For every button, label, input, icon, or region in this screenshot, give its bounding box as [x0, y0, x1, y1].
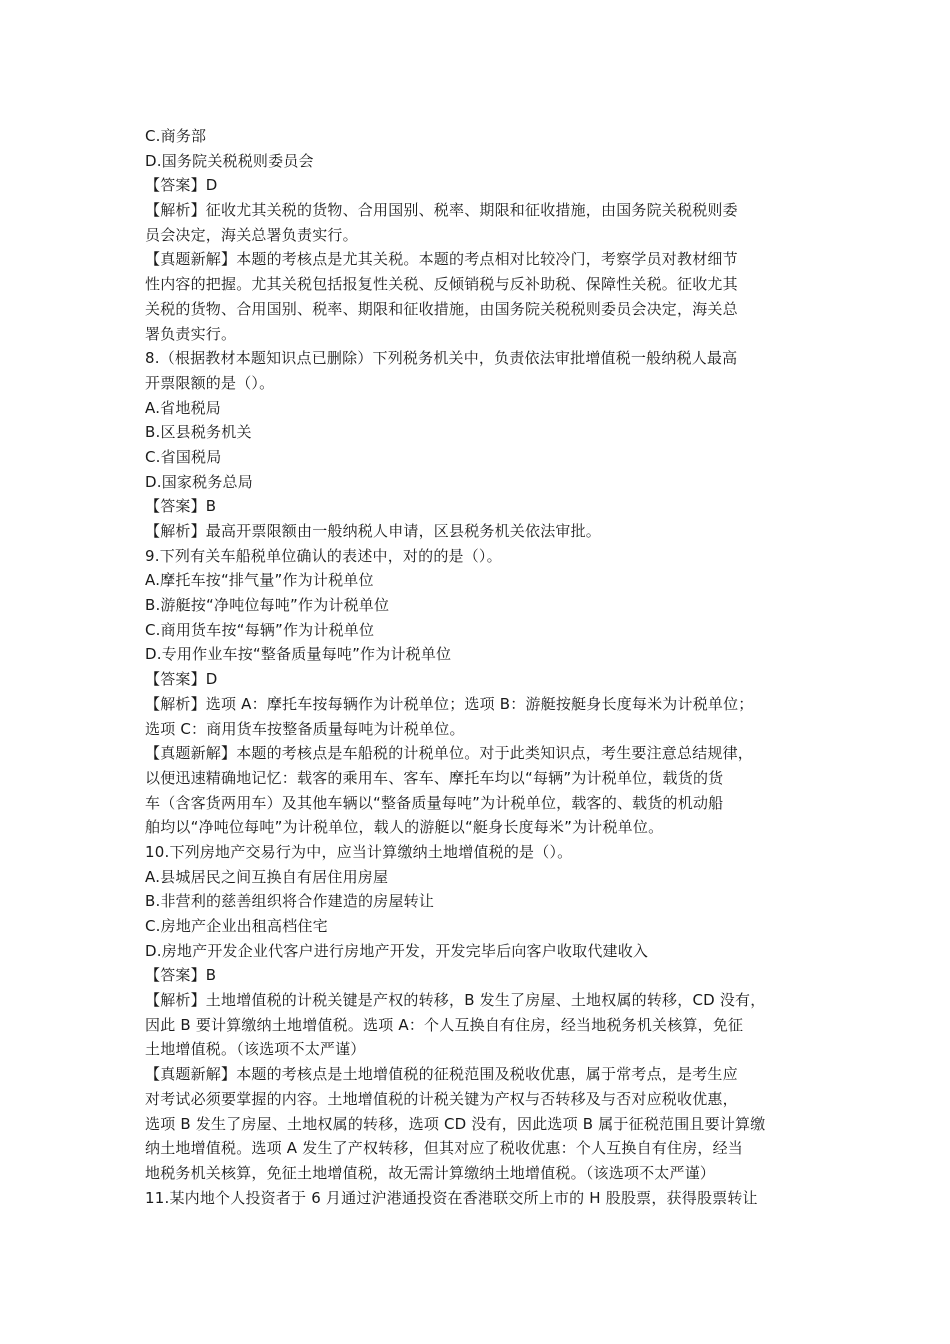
answer-line: 【答案】D: [145, 176, 218, 195]
analysis-line: 员会决定，海关总署负责实行。: [145, 225, 358, 244]
question-10-line: 10.下列房地产交易行为中，应当计算缴纳土地增值税的是（）。: [145, 842, 573, 861]
option-c-line: C.商务部: [145, 127, 207, 145]
option-a-line: A.县城居民之间互换自有居住用房屋: [145, 867, 389, 886]
option-d-line: D.专用作业车按“整备质量每吨”作为计税单位: [145, 645, 452, 664]
analysis-line: 【解析】土地增值税的计税关键是产权的转移，B 发生了房屋、土地权属的转移，CD 没有，: [145, 991, 766, 1010]
analysis-line: 土地增值税。（该选项不太严谨）: [145, 1040, 366, 1059]
option-c-line: C.商用货车按“每辆”作为计税单位: [145, 620, 375, 639]
explanation-line: 车（含客货两用车）及其他车辆以“整备质量每吨”为计税单位，载客的、载货的机动船: [145, 793, 724, 812]
explanation-line: 【真题新解】本题的考核点是尤其关税。本题的考点相对比较冷门，考察学员对教材细节: [145, 250, 738, 269]
answer-line: 【答案】D: [145, 670, 218, 689]
analysis-line: 【解析】征收尤其关税的货物、合用国别、税率、期限和征收措施，由国务院关税税则委: [145, 201, 738, 220]
option-b-line: B.区县税务机关: [145, 423, 252, 442]
explanation-line: 性内容的把握。尤其关税包括报复性关税、反倾销税与反补助税、保障性关税。征收尤其: [145, 275, 738, 294]
explanation-line: 【真题新解】本题的考核点是车船税的计税单位。对于此类知识点，考生要注意总结规律，: [145, 744, 754, 763]
option-d-line: D.国家税务总局: [145, 472, 253, 491]
explanation-line: 署负责实行。: [145, 324, 237, 343]
analysis-line: 【解析】最高开票限额由一般纳税人申请，区县税务机关依法审批。: [145, 522, 602, 540]
explanation-line: 舶均以“净吨位每吨”为计税单位，载人的游艇以“艇身长度每米”为计税单位。: [145, 818, 664, 837]
analysis-line: 【解析】选项 A：摩托车按每辆作为计税单位；选项 B：游艇按艇身长度每米为计税单位；: [145, 694, 754, 713]
question-8-line: 8.（根据教材本题知识点已删除）下列税务机关中，负责依法审批增值税一般纳税人最高: [145, 349, 738, 368]
explanation-line: 【真题新解】本题的考核点是土地增值税的征税范围及税收优惠，属于常考点，是考生应: [145, 1065, 738, 1084]
option-d-line: D.房地产开发企业代客户进行房地产开发，开发完毕后向客户收取代建收入: [145, 941, 649, 960]
explanation-line: 对考试必须要掌握的内容。土地增值税的计税关键为产权与否转移及与否对应税收优惠，: [145, 1089, 738, 1108]
explanation-line: 选项 B 发生了房屋、土地权属的转移，选项 CD 没有，因此选项 B 属于征税范围且要计算缴: [145, 1114, 766, 1133]
answer-line: 【答案】B: [145, 497, 217, 516]
option-a-line: A.省地税局: [145, 398, 221, 417]
analysis-line: 选项 C：商用货车按整备质量每吨为计税单位。: [145, 719, 465, 738]
question-8-line: 开票限额的是（）。: [145, 373, 275, 392]
option-c-line: C.房地产企业出租高档住宅: [145, 917, 328, 935]
question-11-line: 11.某内地个人投资者于 6 月通过沪港通投资在香港联交所上市的 H 股股票，获得股票转让: [145, 1188, 758, 1207]
explanation-line: 以便迅速精确地记忆：载客的乘用车、客车、摩托车均以“每辆”为计税单位，载货的货: [145, 768, 724, 787]
option-d-line: D.国务院关税税则委员会: [145, 151, 314, 170]
explanation-line: 地税务机关核算，免征土地增值税，故无需计算缴纳土地增值税。（该选项不太严谨）: [145, 1163, 716, 1182]
explanation-line: 纳土地增值税。选项 A 发生了产权转移，但其对应了税收优惠：个人互换自有住房，经当: [145, 1139, 744, 1158]
analysis-line: 因此 B 要计算缴纳土地增值税。选项 A：个人互换自有住房，经当地税务机关核算，免征: [145, 1015, 744, 1034]
option-a-line: A.摩托车按“排气量”作为计税单位: [145, 571, 374, 590]
document-body: [145, 124, 810, 1210]
option-c-line: C.省国税局: [145, 447, 222, 466]
question-9-line: 9.下列有关车船税单位确认的表述中，对的的是（）。: [145, 546, 502, 565]
answer-line: 【答案】B: [145, 966, 217, 985]
option-b-line: B.游艇按“净吨位每吨”作为计税单位: [145, 596, 390, 615]
option-b-line: B.非营利的慈善组织将合作建造的房屋转让: [145, 892, 435, 911]
explanation-line: 关税的货物、合用国别、税率、期限和征收措施，由国务院关税税则委员会决定，海关总: [145, 299, 738, 318]
